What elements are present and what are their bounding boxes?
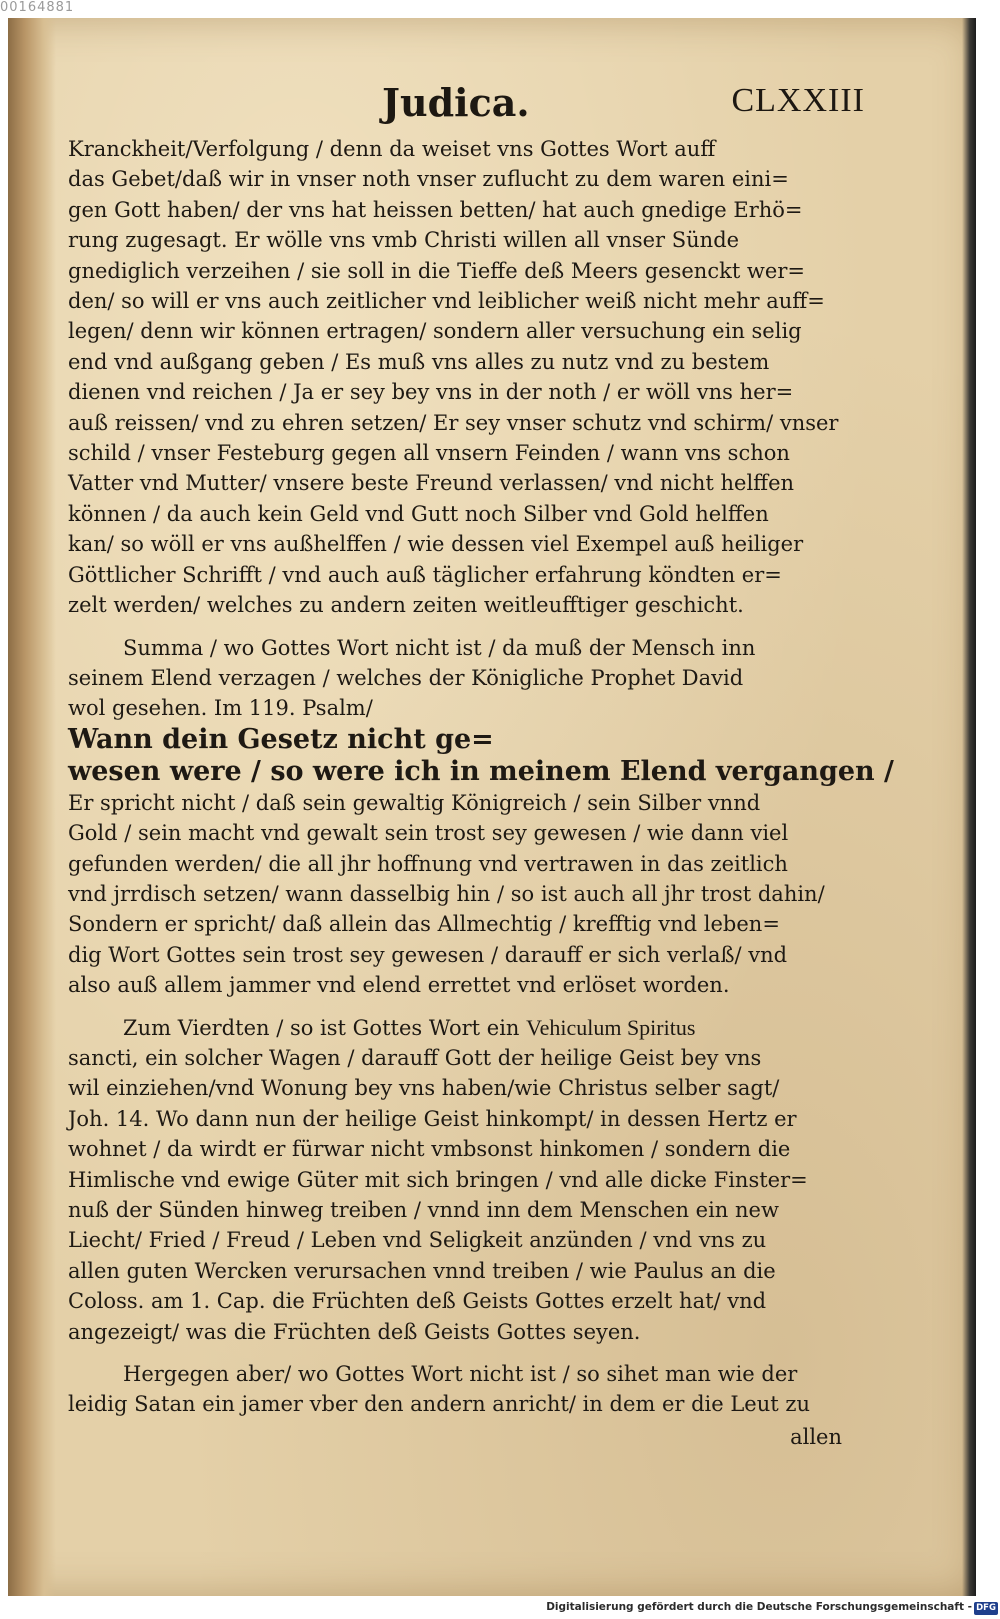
page-edge-shadow [962, 18, 976, 1596]
page-gutter-shadow [8, 18, 56, 1596]
text-line: Liecht/ Fried / Freud / Leben vnd Seligkeit anzünden / vnd vns zu [68, 1228, 767, 1253]
psalm-quote-line: wesen were / so were ich in meinem Elend vergangen / [68, 755, 894, 787]
text-line: sancti, ein solcher Wagen / darauff Gott der heilige Geist bey vns [68, 1045, 762, 1070]
text-line: wol gesehen. Im 119. Psalm/ [68, 696, 373, 721]
text-line: wohnet / da wirdt er fürwar nicht vmbsonst hinkomen / sondern die [68, 1137, 791, 1162]
paragraph-1 [68, 134, 848, 621]
text-line: Gold / sein macht vnd gewalt sein trost sey gewesen / wie dann viel [68, 821, 789, 846]
text-line: Sondern er spricht/ daß allein das Allmechtig / krefftig vnd leben= [68, 912, 780, 937]
text-line: wil einziehen/vnd Wonung bey vns haben/wie Christus selber sagt/ [68, 1076, 780, 1101]
text-line: nuß der Sünden hinweg treiben / vnnd inn dem Menschen ein new [68, 1198, 779, 1222]
text-line: den/ so will er vns auch zeitlicher vnd leiblicher weiß nicht mehr auff= [68, 289, 825, 314]
text-line: leidig Satan ein jamer vber den andern anricht/ in dem er die Leut zu [68, 1392, 810, 1417]
text-line: vnd jrrdisch setzen/ wann dasselbig hin / so ist auch all jhr trost dahin/ [68, 881, 825, 906]
text-line: allen guten Wercken verursachen vnnd treiben / wie Paulus an die [68, 1258, 776, 1283]
scan-id: 00164881 [0, 0, 75, 15]
text-line: schild / vnser Festeburg gegen all vnsern Feinden / wann vns schon [68, 441, 790, 466]
text-line: Göttlicher Schrifft / vnd auch auß täglicher erfahrung köndten er= [68, 562, 782, 587]
text-line: Hergegen aber/ wo Gottes Wort nicht ist / so sihet man wie der [123, 1362, 798, 1387]
text-line: Er spricht nicht / daß sein gewaltig Königreich / sein Silber vnnd [68, 790, 761, 815]
text-line: rung zugesagt. Er wölle vns vmb Christi willen all vnser Sünde [68, 228, 740, 253]
paragraph-3 [68, 1013, 848, 1347]
text-line: Vatter vnd Mutter/ vnsere beste Freund verlassen/ vnd nicht helffen [68, 471, 795, 496]
text-line: Kranckheit/Verfolgung / denn da weiset vns Gottes Wort auff [68, 137, 716, 161]
text-line: also auß allem jammer vnd elend errettet vnd erlöset worden. [68, 973, 730, 998]
text-line: können / da auch kein Geld vnd Gutt noch Silber vnd Gold helffen [68, 501, 769, 526]
paragraph-4 [68, 1359, 848, 1420]
running-title: Judica. [382, 80, 530, 125]
text-line: gen Gott haben/ der vns hat heissen betten/ hat auch gnedige Erhö= [68, 197, 803, 222]
text-line: Summa / wo Gottes Wort nicht ist / da muß der Mensch inn [123, 635, 756, 660]
paragraph-2 [68, 633, 894, 1001]
folio-number: CLXXIII [731, 82, 865, 119]
text-line: auß reissen/ vnd zu ehren setzen/ Er sey vnser schutz vnd schirm/ vnser [68, 410, 839, 435]
text-line: Coloss. am 1. Cap. die Früchten deß Geists Gottes erzelt hat/ vnd [68, 1289, 767, 1314]
page-header [60, 80, 865, 130]
text-line: gefunden werden/ die all jhr hoffnung vnd vertrawen in das zeitlich [68, 851, 788, 876]
text-block [68, 134, 894, 1452]
text-line: legen/ denn wir können ertragen/ sondern aller versuchung ein selig [68, 319, 802, 344]
catchword: allen [790, 1424, 842, 1449]
text-line [68, 1013, 848, 1043]
text-line: Joh. 14. Wo dann nun der heilige Geist hinkompt/ in dessen Hertz er [68, 1106, 797, 1131]
text-line: seinem Elend verzagen / welches der Königliche Prophet David [68, 665, 744, 690]
text-line: dig Wort Gottes sein trost sey gewesen / darauff er sich verlaß/ vnd [68, 942, 788, 967]
text-line: dienen vnd reichen / Ja er sey bey vns in der noth / er wöll vns her= [68, 380, 794, 405]
text-run: Zum Vierdten / so ist Gottes Wort ein [123, 1015, 527, 1040]
dfg-logo: DFG [974, 1602, 998, 1615]
text-line: kan/ so wöll er vns außhelffen / wie dessen viel Exempel auß heiliger [68, 532, 804, 557]
psalm-quote-line: Wann dein Gesetz nicht ge= [68, 723, 494, 755]
text-line: end vnd außgang geben / Es muß vns alles zu nutz vnd zu bestem [68, 349, 770, 374]
catchword-row [68, 1422, 842, 1452]
text-line: das Gebet/daß wir in vnser noth vnser zuflucht zu dem waren eini= [68, 167, 789, 192]
footer-credit: Digitalisierung gefördert durch die Deutsche Forschungsgemeinschaft - [546, 1601, 972, 1613]
text-line: gnediglich verzeihen / sie soll in die Tieffe deß Meers gesenckt wer= [68, 258, 805, 283]
text-line: angezeigt/ was die Früchten deß Geists Gottes seyen. [68, 1319, 641, 1344]
latin-phrase: Vehiculum Spiritus [526, 1014, 696, 1040]
text-line: Himlische vnd ewige Güter mit sich bringen / vnd alle dicke Finster= [68, 1167, 808, 1192]
text-line: zelt werden/ welches zu andern zeiten weitleufftiger geschicht. [68, 593, 744, 618]
